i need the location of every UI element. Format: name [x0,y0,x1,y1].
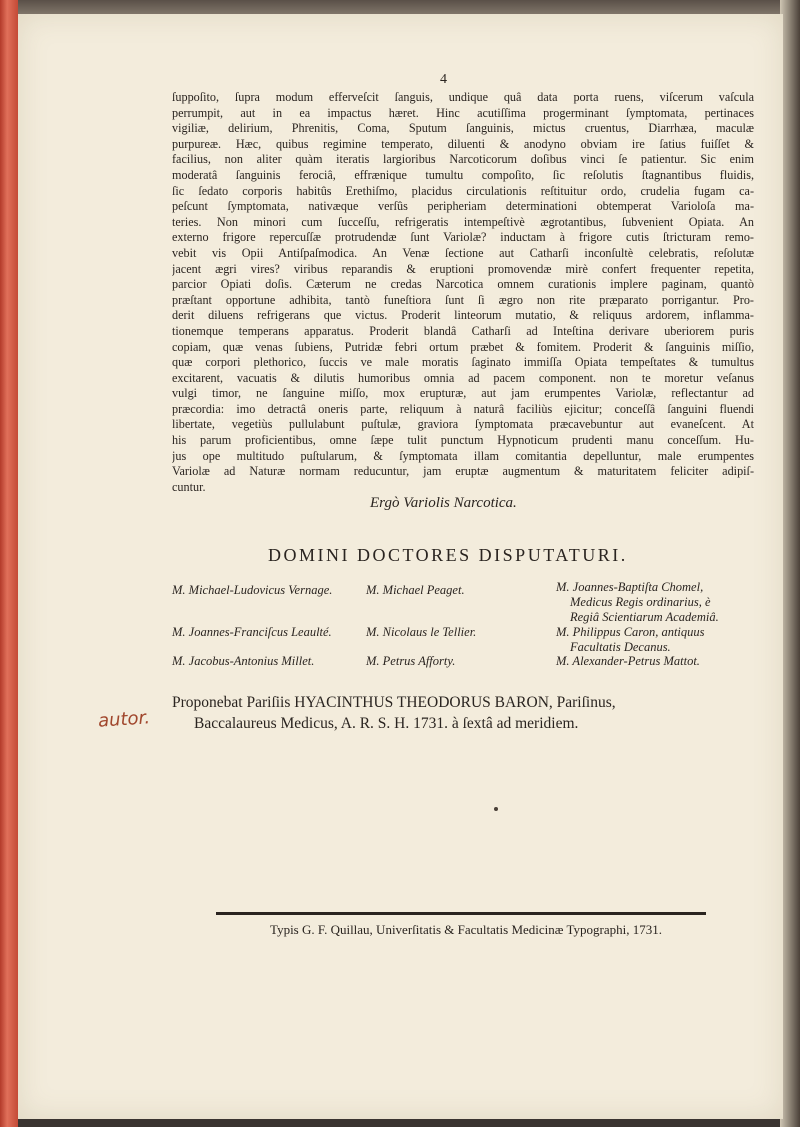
body-line: jacent ægri vires? viribus reparandis & eruptioni promovendæ mirè confert frequenter repetita, [172,261,754,276]
doctor-name-text: M. Joannes-Baptiſta Chomel, [556,580,704,594]
doctor-name-text: M. Jacobus-Antonius Millet. [172,654,315,668]
book-right-edge [780,0,800,1127]
doctor-name-text: M. Philippus Caron, antiquus [556,625,705,639]
conclusion: Ergò Variolis Narcotica. [370,495,517,511]
body-line: moderatâ ſanguinis ferociâ, effrænique tumultu compoſito, ſic reſolutis ſtagnantibus fluidis, [172,167,754,182]
doctor-name [172,625,332,640]
doctor-name [556,625,705,655]
body-line: tionemque temperans apparatus. Proderit blandâ Catharſi ad Inteſtina derivare uberiorem puris [172,323,754,338]
body-line: parcior Opiati doſis. Cæterum ne credas Narcotica omnem curationis implere paginam, quantò [172,277,754,292]
doctor-name [172,654,314,669]
defense-line: Proponebat Pariſiis HYACINTHUS THEODORUS BARON, Pariſinus, [172,694,616,711]
body-line: facilius, non aliter quàm iteratis largioribus Narcoticorum doſibus vinci ſe patientur. Sic enim [172,152,754,167]
body-line: externo frigore repercuſſæ protrudendæ ſunt Variolæ? inductam à frigore cutis ſtricturam remo- [172,230,754,245]
body-line: Variolæ ad Naturæ normam reducuntur, jam eruptæ augmentum & maturitatem feliciter adipiſ- [172,464,754,479]
body-line: ſuppoſito, ſupra modum efferveſcit ſanguis, undique quâ data porta ruens, viſcerum vaſcula [172,90,754,104]
body-line: copiam, quæ venas ſubiens, Putridæ febri ortum præbet & fomitem. Proderit & ſanguinis miſſio, [172,339,754,354]
body-line: perrumpit, aut in ea impactus hæret. Hinc acutiſſima progerminant ſymptomata, pertinaces [172,105,754,120]
doctor-name [366,654,455,669]
doctor-name-text: M. Nicolaus le Tellier. [366,625,477,639]
doctor-name [366,583,465,598]
book-red-edge [0,0,18,1127]
divider-rule [216,912,706,915]
body-line: excitarent, vacuatis & dilutis humoribus omnia ad pacem component. non te moretur veſanus [172,370,754,385]
doctor-name-text: M. Alexander-Petrus Mattot. [556,654,700,668]
doctor-name [556,654,700,669]
doctor-name [172,583,332,598]
body-text [172,90,754,495]
body-line: præcordia: imo detractâ oneris parte, reliquum à naturâ faciliùs ejicitur; conceſſâ ſanguini fluendi [172,401,754,416]
body-line: cuntur. [172,479,206,494]
body-line: vigiliæ, delirium, Phrenitis, Coma, Sputum ſanguinis, mictus cruentus, Diarrhæa, maculæ [172,121,754,136]
body-line: teries. Non minori cum ſucceſſu, refrigeratis intempeſtivè ægrotantibus, ſubvenient Opiata. An [172,214,754,229]
body-line: jus ope multitudo puſtularum, & ſymptomata illam comitantia depelluntur, male erumpentes [172,448,754,463]
doctor-title: Facultatis Decanus. [570,640,671,654]
doctor-title: Regiâ Scientiarum Academiâ. [570,610,719,624]
doctors-heading: DOMINI DOCTORES DISPUTATURI. [268,545,628,565]
defense-announcement [172,692,762,734]
handwritten-margin-note: autor. [97,707,151,732]
doctor-title: Medicus Regis ordinarius, è [570,595,711,609]
body-line: vulgi timor, ne ſanguine miſſo, mox erupturæ, aut jam erumpentes Variolæ, reflectantur ad [172,386,754,401]
body-line: purpureæ. Hæc, quibus regimine temperato, diluenti & anodyno obviam ire ſatius fuiſſet & [172,136,754,151]
doctor-name-text: M. Michael Peaget. [366,583,465,597]
body-line: his parum proficientibus, omne ſæpe tulit punctum Hypnoticum prudenti manu conceſſum. Hu- [172,433,754,448]
body-line: derit diluens refrigerans que victus. Proderit linteorum mutatio, & reliquus ardorem, inflamma- [172,308,754,323]
body-line: ſic ſedato corporis habitûs Erethiſmo, placidus circulationis reſtituitur ordo, crudelia fugam ca- [172,183,754,198]
ink-spot [494,807,498,811]
printer-imprint: Typis G. F. Quillau, Univerſitatis & Facultatis Medicinæ Typographi, 1731. [270,922,662,937]
doctor-name [366,625,476,640]
body-line: præſtant opportune adhibita, tantò funeſtiora ſunt ſi ægro non rite præparato porrigantur. Pro- [172,292,754,307]
page-content [18,14,783,1119]
page-number: 4 [440,72,447,87]
defense-line: Baccalaureus Medicus, A. R. S. H. 1731. à ſextâ ad meridiem. [194,715,579,732]
body-line: vebit vis Opii Antiſpaſmodica. An Venæ ſectione aut Catharſi inconſultè celebratis, reſolutæ [172,245,754,260]
document-page [18,14,783,1119]
doctor-name-text: M. Joannes-Franciſcus Leaulté. [172,625,332,639]
body-line: quæ corpori plethorico, ſuccis ve male moratis ſaginato immiſſa Opiata tempeſtates & tumultus [172,355,754,370]
doctor-name [556,580,719,625]
doctor-name-text: M. Petrus Afforty. [366,654,456,668]
doctor-name-text: M. Michael-Ludovicus Vernage. [172,583,333,597]
body-line: libertate, vegetiùs pullulabunt puſtulæ, graviora ſymptomata præcavebuntur aut evaneſcent. At [172,417,754,432]
body-line: peſcunt ſymptomata, nativæque verſûs peripheriam determinationi obtemperat Varioloſa ma- [172,199,754,214]
